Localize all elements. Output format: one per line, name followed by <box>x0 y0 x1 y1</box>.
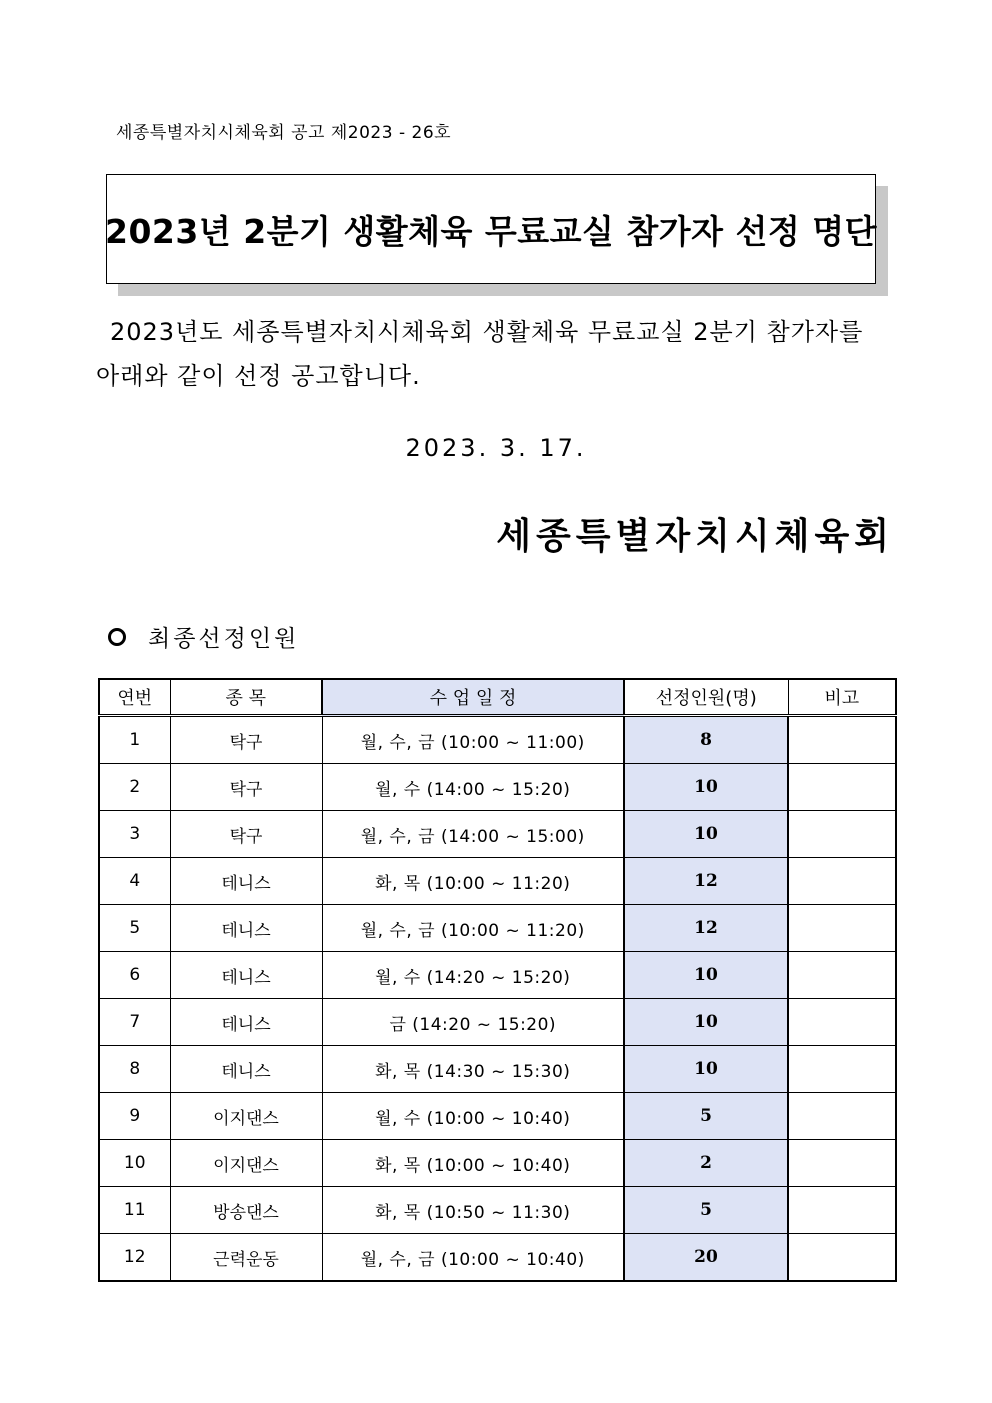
header-note: 비고 <box>788 679 896 716</box>
hollow-circle-bullet-icon <box>108 628 126 646</box>
cell-schedule: 금 (14:20 ~ 15:20) <box>322 999 624 1046</box>
section-heading-text: 최종선정인원 <box>148 626 300 652</box>
cell-no: 9 <box>99 1093 170 1140</box>
announcement-line-2: 아래와 같이 선정 공고합니다. <box>96 362 421 390</box>
cell-count: 5 <box>624 1187 788 1234</box>
cell-sport: 테니스 <box>170 858 322 905</box>
announcement-body <box>96 310 896 398</box>
cell-schedule: 화, 목 (10:00 ~ 11:20) <box>322 858 624 905</box>
cell-no: 1 <box>99 716 170 764</box>
table-row <box>99 858 896 905</box>
cell-sport: 이지댄스 <box>170 1093 322 1140</box>
cell-schedule: 월, 수, 금 (10:00 ~ 11:00) <box>322 716 624 764</box>
cell-note <box>788 716 896 764</box>
cell-schedule: 월, 수, 금 (10:00 ~ 10:40) <box>322 1234 624 1282</box>
table-header-row <box>99 679 896 716</box>
cell-note <box>788 905 896 952</box>
cell-count: 10 <box>624 999 788 1046</box>
cell-note <box>788 858 896 905</box>
cell-schedule: 월, 수 (14:00 ~ 15:20) <box>322 764 624 811</box>
table-row <box>99 716 896 764</box>
table-row <box>99 811 896 858</box>
table-row <box>99 905 896 952</box>
announcement-line-1: 2023년도 세종특별자치시체육회 생활체육 무료교실 2분기 참가자를 <box>110 318 864 346</box>
cell-no: 5 <box>99 905 170 952</box>
table-row <box>99 1046 896 1093</box>
cell-count: 10 <box>624 811 788 858</box>
cell-note <box>788 999 896 1046</box>
selection-table <box>98 678 897 1282</box>
cell-note <box>788 1234 896 1282</box>
title-box <box>106 174 876 284</box>
cell-no: 12 <box>99 1234 170 1282</box>
cell-schedule: 월, 수, 금 (10:00 ~ 11:20) <box>322 905 624 952</box>
cell-sport: 테니스 <box>170 1046 322 1093</box>
table-row <box>99 999 896 1046</box>
cell-sport: 탁구 <box>170 764 322 811</box>
cell-sport: 테니스 <box>170 952 322 999</box>
table-row <box>99 952 896 999</box>
header-sport: 종 목 <box>170 679 322 716</box>
cell-no: 6 <box>99 952 170 999</box>
header-count: 선정인원(명) <box>624 679 788 716</box>
cell-count: 2 <box>624 1140 788 1187</box>
table-row <box>99 1234 896 1282</box>
cell-no: 11 <box>99 1187 170 1234</box>
cell-sport: 테니스 <box>170 905 322 952</box>
cell-no: 10 <box>99 1140 170 1187</box>
cell-no: 8 <box>99 1046 170 1093</box>
cell-count: 10 <box>624 1046 788 1093</box>
document-title: 2023년 2분기 생활체육 무료교실 참가자 선정 명단 <box>104 211 878 251</box>
cell-schedule: 화, 목 (14:30 ~ 15:30) <box>322 1046 624 1093</box>
cell-schedule: 화, 목 (10:50 ~ 11:30) <box>322 1187 624 1234</box>
cell-note <box>788 1140 896 1187</box>
cell-no: 4 <box>99 858 170 905</box>
cell-count: 12 <box>624 858 788 905</box>
cell-schedule: 화, 목 (10:00 ~ 10:40) <box>322 1140 624 1187</box>
table-row <box>99 764 896 811</box>
cell-sport: 탁구 <box>170 811 322 858</box>
cell-note <box>788 764 896 811</box>
cell-note <box>788 1187 896 1234</box>
cell-count: 10 <box>624 952 788 999</box>
cell-schedule: 월, 수 (14:20 ~ 15:20) <box>322 952 624 999</box>
cell-sport: 근력운동 <box>170 1234 322 1282</box>
cell-sport: 테니스 <box>170 999 322 1046</box>
cell-schedule: 월, 수 (10:00 ~ 10:40) <box>322 1093 624 1140</box>
cell-no: 2 <box>99 764 170 811</box>
cell-note <box>788 1093 896 1140</box>
cell-note <box>788 811 896 858</box>
cell-no: 7 <box>99 999 170 1046</box>
cell-sport: 방송댄스 <box>170 1187 322 1234</box>
cell-count: 8 <box>624 716 788 764</box>
header-schedule: 수 업 일 정 <box>322 679 624 716</box>
table-body <box>99 716 896 1282</box>
cell-note <box>788 952 896 999</box>
cell-schedule: 월, 수, 금 (14:00 ~ 15:00) <box>322 811 624 858</box>
cell-sport: 이지댄스 <box>170 1140 322 1187</box>
table-row <box>99 1093 896 1140</box>
cell-count: 12 <box>624 905 788 952</box>
document-date: 2023. 3. 17. <box>405 434 587 462</box>
cell-count: 10 <box>624 764 788 811</box>
cell-sport: 탁구 <box>170 716 322 764</box>
cell-no: 3 <box>99 811 170 858</box>
header-no: 연번 <box>99 679 170 716</box>
section-heading <box>108 620 299 653</box>
table-row <box>99 1187 896 1234</box>
cell-count: 5 <box>624 1093 788 1140</box>
organization-name: 세종특별자치시체육회 <box>496 516 894 557</box>
cell-count: 20 <box>624 1234 788 1282</box>
table-row <box>99 1140 896 1187</box>
cell-note <box>788 1046 896 1093</box>
notice-number: 세종특별자치시체육회 공고 제2023 - 26호 <box>116 123 452 143</box>
